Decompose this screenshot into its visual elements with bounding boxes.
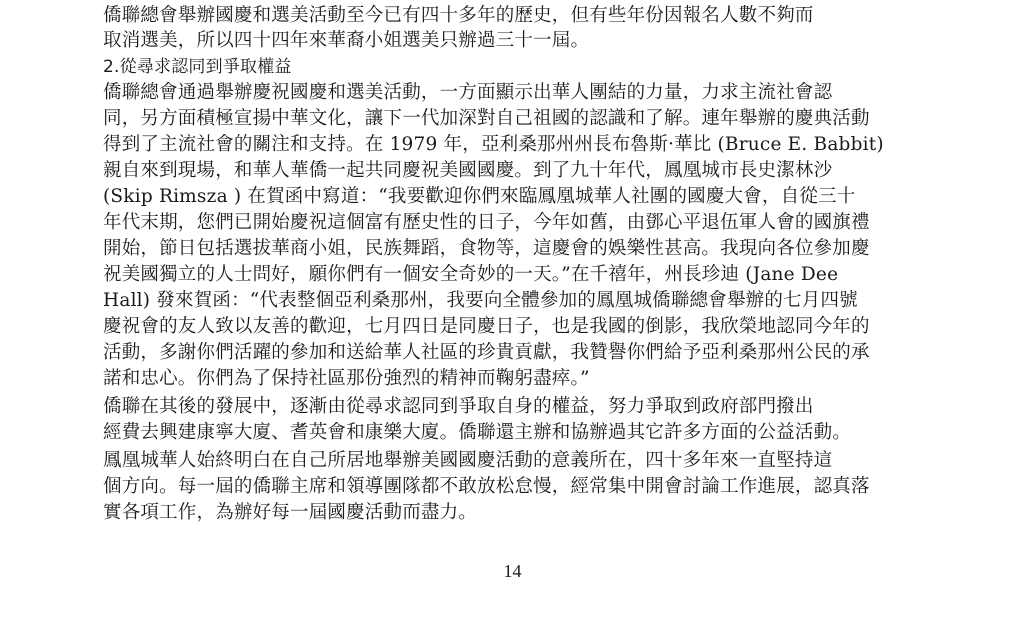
body-text-line: 個方向。每一屆的僑聯主席和領導團隊都不敢放松怠慢，經常集中開會討論工作進展，認真落	[103, 476, 870, 497]
body-text-line: 經費去興建康寧大廈、耆英會和康樂大廈。僑聯還主辦和協辦過其它許多方面的公益活動。	[103, 422, 852, 443]
body-text-line: 同，另方面積極宣揚中華文化，讓下一代加深對自己祖國的認識和了解。連年舉辦的慶典活動	[103, 108, 870, 129]
body-text-line: 親自來到現場，和華人華僑一起共同慶祝美國國慶。到了九十年代，鳳凰城市長史潔林沙	[103, 160, 833, 181]
body-text-line: 祝美國獨立的人士問好，願你們有一個安全奇妙的一天。”在千禧年，州長珍迪 (Jane Dee	[103, 264, 839, 285]
page-number: 14	[503, 561, 522, 581]
body-text-line: 得到了主流社會的關注和支持。在 1979 年，亞利桑那州州長布魯斯·華比 (Bruce E. Babbit)	[103, 134, 884, 155]
body-text-line: 諾和忠心。你們為了保持社區那份強烈的精神而鞠躬盡瘁。”	[103, 368, 590, 389]
body-text-line: 取消選美，所以四十四年來華裔小姐選美只辦過三十一屆。	[103, 30, 590, 51]
body-text-line: 僑聯在其後的發展中，逐漸由從尋求認同到爭取自身的權益，努力爭取到政府部門撥出	[103, 396, 814, 417]
body-text-line: 鳳凰城華人始終明白在自己所居地舉辦美國國慶活動的意義所在，四十多年來一直堅持這	[103, 450, 833, 471]
body-text-line: 慶祝會的友人致以友善的歡迎，七月四日是同慶日子，也是我國的倒影，我欣榮地認同今年的	[103, 316, 870, 337]
body-text-line: 僑聯總會通過舉辦慶祝國慶和選美活動，一方面顯示出華人團結的力量，力求主流社會認	[103, 82, 833, 103]
body-text-line: 開始，節日包括選拔華商小姐，民族舞蹈，食物等，這慶會的娛樂性甚高。我現向各位參加慶	[103, 238, 870, 259]
body-text-line: 僑聯總會舉辦國慶和選美活動至今已有四十多年的歷史，但有些年份因報名人數不夠而	[103, 5, 814, 26]
body-text-line: 活動，多謝你們活躍的參加和送給華人社區的珍貴貢獻，我贊譽你們給予亞利桑那州公民的承	[103, 342, 870, 363]
body-text-line: Hall) 發來賀函：“代表整個亞利桑那州，我要向全體參加的鳳凰城僑聯總會舉辦的七月四號	[103, 290, 858, 311]
body-text-line: 年代末期，您們已開始慶祝這個富有歷史性的日子，今年如舊，由鄧心平退伍軍人會的國旗禮	[103, 212, 870, 233]
body-text-line: (Skip Rimsza ) 在賀函中寫道：“我要歡迎你們來臨鳳凰城華人社團的國慶大會，自從三十	[103, 186, 856, 207]
body-text-line: 實各項工作，為辦好每一屆國慶活動而盡力。	[103, 502, 478, 523]
section-heading: 2.從尋求認同到爭取權益	[103, 57, 292, 77]
